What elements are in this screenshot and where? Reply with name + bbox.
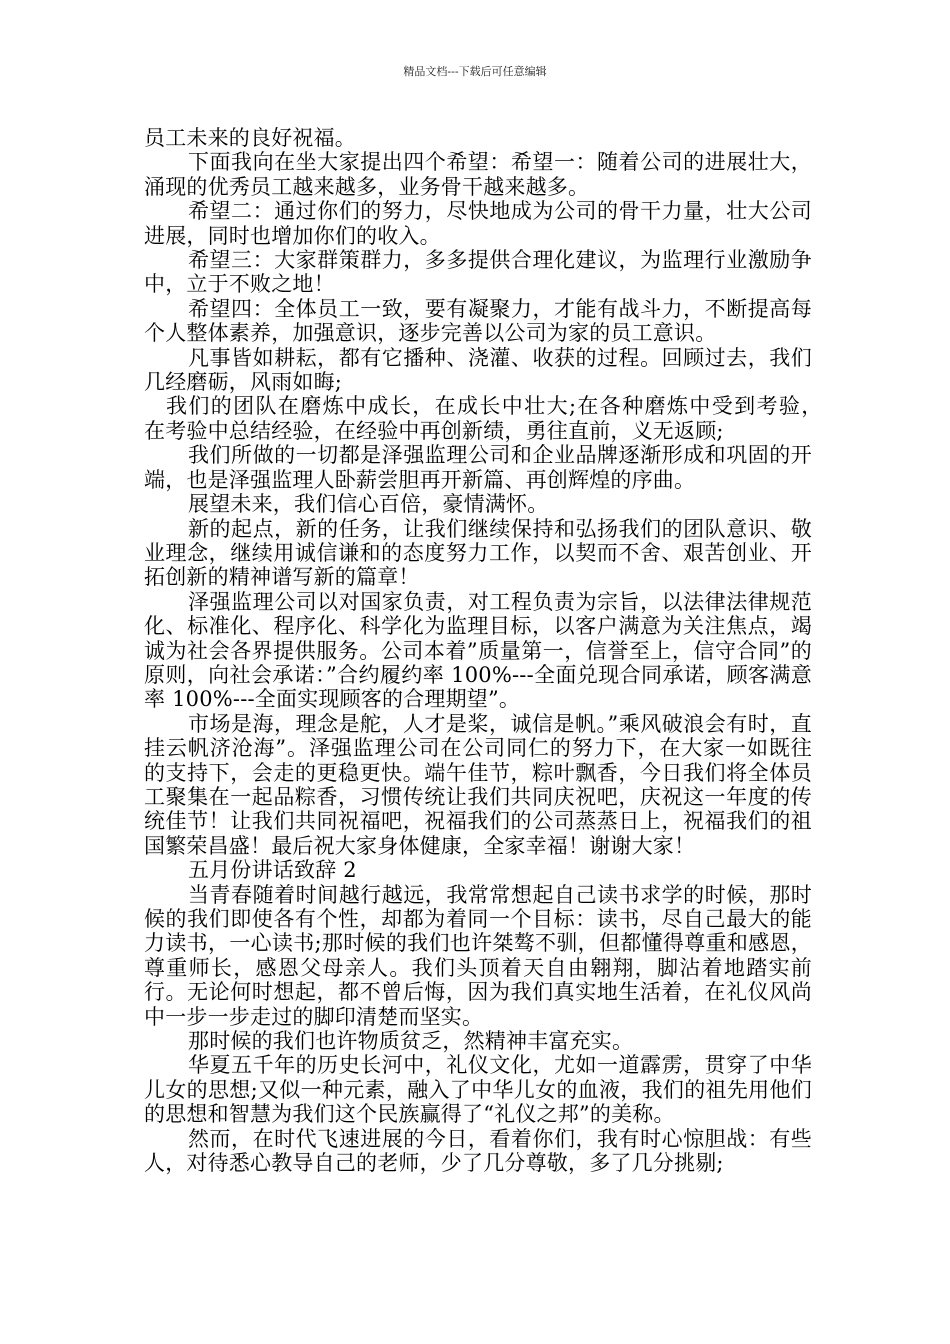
paragraph: 下面我向在坐大家提出四个希望：希望一：随着公司的进展壮大，涌现的优秀员工越来越多，业务骨干越来越多。 [144, 150, 812, 199]
paragraph: 希望三：大家群策群力，多多提供合理化建议，为监理行业激励争中，立于不败之地！ [144, 248, 812, 297]
section-heading: 五月份讲话致辞 2 [188, 858, 357, 883]
paragraph: 我们的团队在磨炼中成长，在成长中壮大;在各种磨炼中受到考验， 在考验中总结经验，在经验中再创新绩，勇往直前，义无返顾; [144, 394, 834, 443]
page-header: 精品文档---下载后可任意编辑 [403, 65, 547, 78]
paragraph: 那时候的我们也许物质贫乏，然精神丰富充实。 [188, 1029, 634, 1054]
paragraph: 泽强监理公司以对国家负责，对工程负责为宗旨，以法律法律规范化、标准化、程序化、科学化为监理目标，以客户满意为关注焦点，竭诚为社会各界提供服务。公司本着”质量第一，信誉至上，信守合同”的原则，向社会承诺：”合约履约率 100%---全面兑现合同承诺，顾客满意率 100%---全面实现顾客的合理期望”。 [144, 589, 812, 712]
paragraph: 员工未来的良好祝福。 [144, 126, 356, 150]
paragraph: 华夏五千年的历史长河中，礼仪文化，尤如一道霹雳，贯穿了中华儿女的思想;又似一种元素，融入了中华儿女的血液，我们的祖先用他们的思想和智慧为我们这个民族赢得了“礼仪之邦”的美称。 [144, 1053, 812, 1127]
paragraph: 凡事皆如耕耘，都有它播种、浇灌、收获的过程。回顾过去，我们几经磨砺，风雨如晦; [144, 345, 812, 395]
paragraph: 希望二：通过你们的努力，尽快地成为公司的骨干力量，壮大公司进展，同时也增加你们的收入。 [144, 199, 812, 248]
paragraph: 希望四：全体员工一致，要有凝聚力，才能有战斗力，不断提高每个人整体素养，加强意识，逐步完善以公司为家的员工意识。 [144, 296, 812, 346]
paragraph: 然而，在时代飞速进展的今日，看着你们，我有时心惊胆战：有些人，对待悉心教导自己的老师，少了几分尊敬，多了几分挑剔; [144, 1126, 812, 1176]
document-body [144, 126, 834, 1176]
paragraph: 市场是海，理念是舵，人才是桨，诚信是帆。”乘风破浪会有时，直挂云帆济沧海”。泽强监理公司在公司同仁的努力下，在大家一如既往的支持下，会走的更稳更快。端午佳节，粽叶飘香，今日我们将全体员工聚集在一起品粽香，习惯传统让我们共同庆祝吧，庆祝这一年度的传统佳节！让我们共同祝福吧，祝福我们的公司蒸蒸日上，祝福我们的祖国繁荣昌盛！最后祝大家身体健康，全家幸福！谢谢大家！ [144, 711, 812, 858]
paragraph: 我们所做的一切都是泽强监理公司和企业品牌逐渐形成和巩固的开端，也是泽强监理人卧薪尝胆再开新篇、再创辉煌的序曲。 [144, 443, 812, 492]
paragraph: 当青春随着时间越行越远，我常常想起自己读书求学的时候，那时候的我们即使各有个性，却都为着同一个目标：读书，尽自己最大的能力读书，一心读书;那时候的我们也许桀骜不驯，但都懂得尊重和感恩，尊重师长，感恩父母亲人。我们头顶着天自由翱翔，脚沾着地踏实前行。无论何时想起，都不曾后悔，因为我们真实地生活着，在礼仪风尚中一步一步走过的脚印清楚而坚实。 [144, 882, 812, 1029]
paragraph: 展望未来，我们信心百倍，豪情满怀。 [188, 492, 549, 517]
paragraph: 新的起点，新的任务，让我们继续保持和弘扬我们的团队意识、敬业理念，继续用诚信谦和的态度努力工作，以契而不舍、艰苦创业、开拓创新的精神谱写新的篇章！ [144, 516, 812, 590]
